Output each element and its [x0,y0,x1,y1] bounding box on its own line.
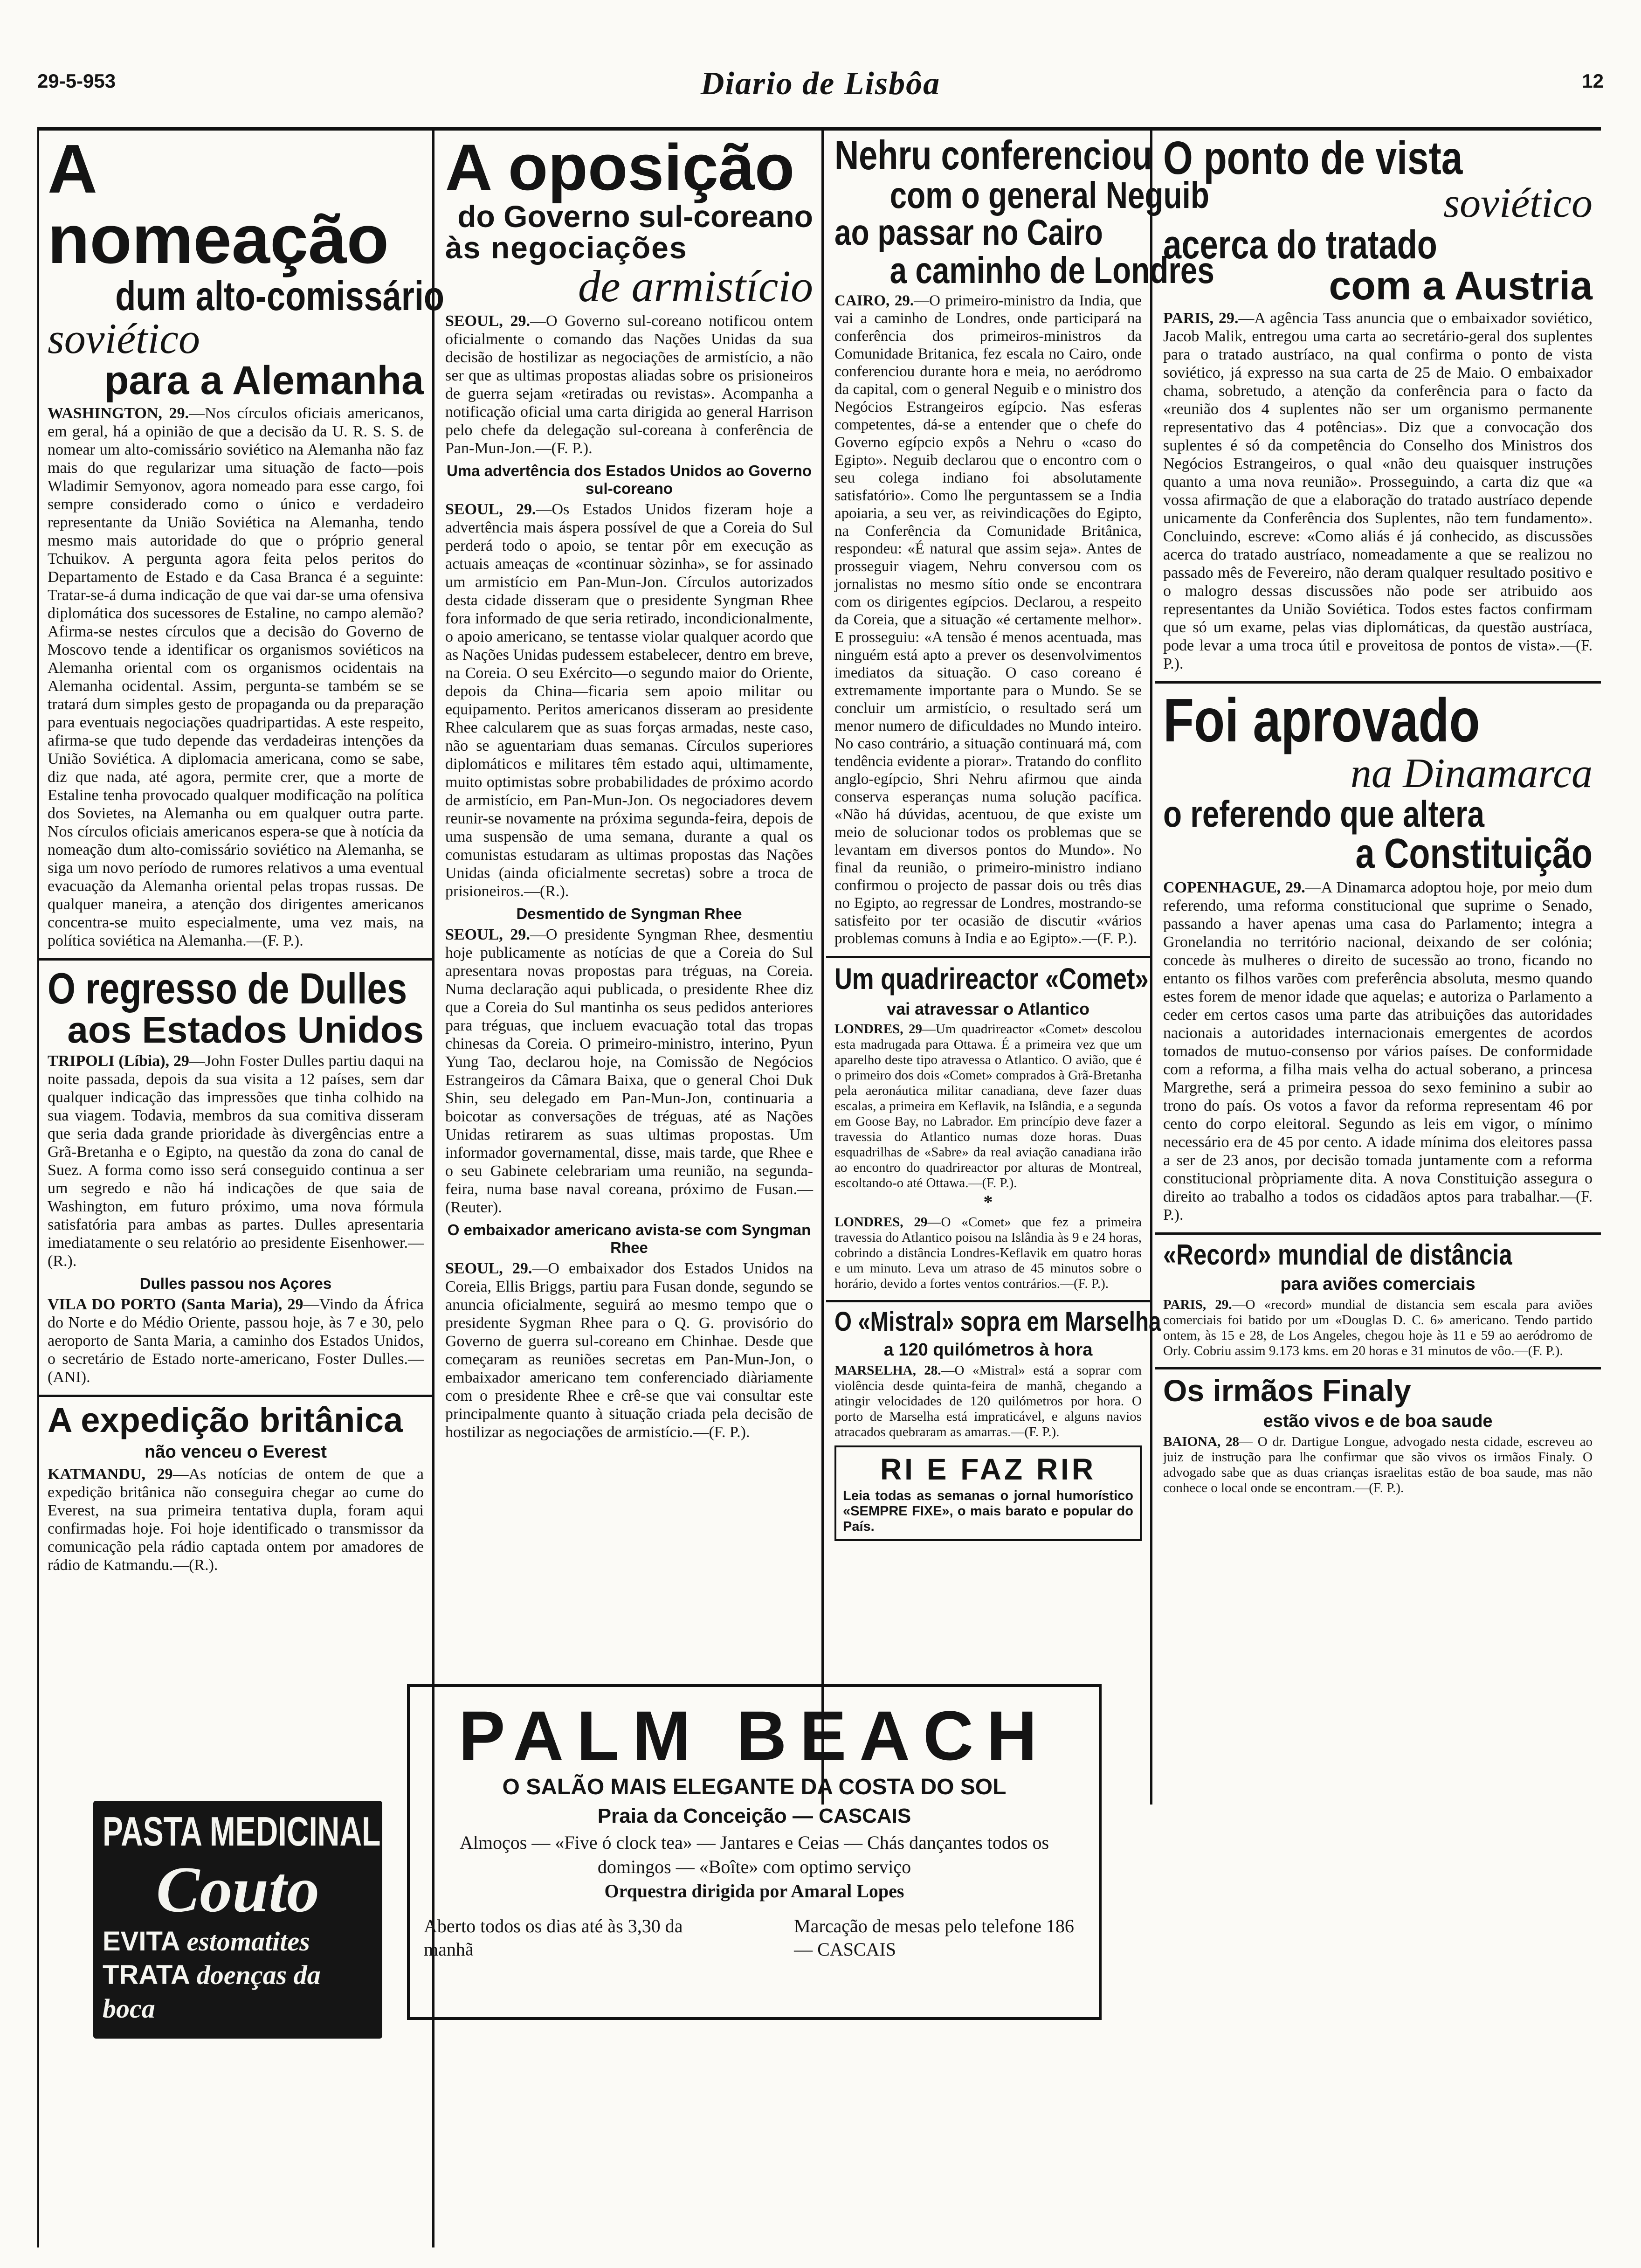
ad-sempre-fixe [834,1445,1142,1541]
issue-date: 29-5-953 [37,70,116,92]
headline-line-3: ao passar no Cairo [834,212,1103,253]
headline: Foi aprovado [1163,686,1480,755]
subheading: estão vivos e de boa saude [1263,1411,1493,1431]
article-oposicao [445,131,813,1441]
article-text: LONDRES, 29—O «Comet» que fez a primeira travessia do Atlantico poisou na Islândia às 9 e 24 horas, cobrindo a distância Londres-Keflavik em quatro horas e um minuto. Leva um atraso de 45 minutos sobre o horário, devido a fortes ventos contrários.—(F. P.). [834,1214,1142,1291]
headline-line-2: dum alto-comissário [115,272,444,319]
article-text: COPENHAGUE, 29.—A Dinamarca adoptou hoje, por meio dum referendo, uma reforma constitucional que suprime o Senado, passando a haver apenas uma casa do Parlamento; integra a Gronelandia no território nacional, deixando de ser colónia; concede às mulheres o direito de sucessão ao trono, ficando no entanto os filhos varões com preferência absoluta, mesmo quando estes forem de menor idade que aquelas; e autoriza o Parlamento a ceder em certos casos uma parte das atribuições das autoridades nacionais a autoridades internacionais emergentes de acordos tomados de mutuo-consenso por vários países. De conformidade com a reforma, a filha mais velha do actual soberano, a princesa Margrethe, será a primeira pessoa do sexo feminino a subir ao trono do país. Os votos a favor da reforma representam 46 por cento do corpo eleitoral. Segundo as leis em vigor, o mínimo necessário era de 45 por cento. A idade mínima dos eleitores passa a ser de 23 anos, por decisão tomada juntamente com a reforma constitucional pròpriamente dita. A nova Constituição assegura o direito ao trabalho a todos os cidadãos aptos para trabalhar.—(F. P.). [1163,879,1593,1224]
divider [39,1395,432,1397]
article-text: WASHINGTON, 29.—Nos círculos oficiais americanos, em geral, há a opinião de que a decisão da U. R. S. S. de nomear um alto-comissário soviético na Alemanha não faz mais do que regularizar uma situação de facto—pois Wladimir Semyonov, agora nomeado para esse cargo, foi sempre considerado como o único e verdadeiro representante da União Soviética na Alemanha, tendo mesmo mais autoridade do que o próprio general Tchuikov. A pergunta agora feita pelos peritos do Departamento de Estado e da Casa Branca é a seguinte: Tratar-se-á duma indicação de que vai dar-se uma ofensiva diplomática dos sucessores de Estaline, no campo alemão? Afirma-se nestes círculos que a decisão do Governo de Moscovo tende a identificar os organismos soviéticos na Alemanha oriental com os organismos ocidentais na Alemanha ocidental. Assim, pergunta-se também se se tratará dum simples gesto de propaganda ou da preparação para eventuais negociações quadripartidas. A este respeito, afirma-se que tudo depende das verdadeiras intenções da União Soviética. A diplomacia americana, como se sabe, diz que nada, até agora, permite crer, que a morte de Estaline tenha provocado qualquer modificação na política dos Sovietes, na Alemanha ou em qualquer outra parte. Nos círculos oficiais americanos espera-se que à notícia da nomeação dum alto-comissário soviético na Alemanha, se siga um novo período de rumores relativos a uma eventual evacuação da Alemanha oriental pelas tropas russas. De qualquer maneira, a atenção dos dirigentes americanos concentra-se muito especialmente, uma vez mais, na política soviética na Alemanha.—(F. P.). [48,405,424,950]
article-text: SEOUL, 29.—O embaixador dos Estados Unidos na Coreia, Ellis Briggs, partiu para Fusan donde, segundo se anuncia oficialmente, seguirá ao mesmo tempo que o presidente Sygman Rhee para o Q. G. provisório do Governo de guerra sul-coreano em Chinhae. Desde que começaram as reuniões secretas em Pan-Mun-Jon, o embaixador americano tem conferenciado diàriamente com o presidente Rhee e crê-se que vai consultar este principalmente quanto à situação criada pela decisão de hostilizar as negociações de armistício.—(F. P.). [445,1260,813,1441]
subheading: para aviões comerciais [1280,1274,1476,1294]
article-austria [1163,134,1593,673]
article-mistral [834,1306,1161,1440]
divider [826,956,1150,958]
headline-line-2: do Governo sul-coreano [457,199,813,234]
ad-line-4: Orquestra dirigida por Amaral Lopes [604,1881,904,1902]
ad-brand-logo: Couto [156,1853,320,1926]
headline: O regresso de Dulles [48,964,407,1013]
divider [1155,681,1601,684]
headline-line-3: soviético [48,314,200,362]
subheading: Uma advertência dos Estados Unidos ao Governo sul-coreano [446,462,812,498]
headline: O ponto de vista [1163,132,1463,184]
ad-line-3: Almoços — «Five ó clock tea» — Jantares e Ceias — Chás dançantes todos os domingos — «Boîte» com optimo serviço [459,1832,1049,1877]
article-text: PARIS, 29.—A agência Tass anuncia que o embaixador soviético, Jacob Malik, entregou uma carta ao secretário-geral dos suplentes para o tratado austríaco, na qual confirma o ponto de vista soviético, já expresso na sua carta de 25 de Maio. O embaixador chama, sobretudo, a atenção da conferência para o facto da «reunião dos 4 suplentes não ser um organismo permanente representativo das 4 potências». Diz que a convocação dos suplentes é só da competência do Conselho dos Ministros dos Negócios Estrangeiros, o qual «não deu quaisquer instruções quanto a uma nova reunião». Prosseguindo, a carta diz que «a vossa afirmação de que a elaboração do tratado austríaco depende unicamente da Conferência dos Suplentes, não tem fundamento». Concluindo, escreve: «Como aliás é já conhecido, as discussões acerca do tratado austríaco, nomeadamente a que se realizou no passado mês de Fevereiro, não deram qualquer resultado positivo e o malogro dessas discussões não pode ser atribuido aos representantes da União Soviética. Todos estes factos confirmam que só um exame, pelas vias diplomáticas, da questão austríaca, pode levar a uma troca útil e proveitosa de pontos de vista».—(F. P.). [1163,310,1593,673]
article-dinamarca [1163,686,1593,1224]
article-text: KATMANDU, 29—As notícias de ontem de que a expedição britânica não conseguira chegar ao cume do Everest, na sua primeira tentativa dupla, foram aqui confirmadas hoje. Foi hoje identificado o transmissor da comunicação pela rádio captada ontem por amadores de rádio de Katmandu.—(R.). [48,1466,424,1574]
article-finaly [1163,1375,1593,1495]
article-text: SEOUL, 29.—O presidente Syngman Rhee, desmentiu hoje publicamente as notícias de que a Coreia do Sul apresentara novas propostas para tréguas, na Coreia. Numa declaração aqui publicada, o presidente Rhee diz que a Coreia do Sul mantinha os seus pedidos anteriores para tréguas, que incluem evacuação total das tropas chinesas da Coreia. O primeiro-ministro, interino, Pyun Yung Tao, declarou hoje, na Comissão de Negócios Estrangeiros da Câmara Baixa, que o general Choi Duk Shin, seu delegado em Pan-Mun-Jon, continuaria a boicotar as conversações de tréguas, até as Nações Unidas retirarem as suas ultimas propostas. Um informador governamental, disse, mais tarde, que Rhee e o seu Gabinete celebrariam uma reunião, na segunda-feira, numa base naval coreana, próximo de Fusan.—(Reuter). [445,926,813,1217]
page-number: 12 [1582,70,1604,92]
subheading: vai atravessar o Atlantico [887,999,1089,1018]
article-dulles [48,966,424,1386]
headline-line-4: a Constituição [1355,830,1593,878]
ad-line-4: TRATA doenças da boca [103,1960,321,2024]
asterisk: * [983,1191,993,1212]
headline-line-4: a caminho de Londres [889,249,1214,291]
subheading: não venceu o Everest [145,1442,327,1462]
article-text: CAIRO, 29.—O primeiro-ministro da India, que vai a caminho de Londres, onde participará na conferência dos primeiros-ministros da Comunidade Britanica, fez escala no Cairo, onde conferenciou durante hora e meia, no aeródromo da capital, com o general Neguib e o ministro dos Negócios Estrangeiros egípcio. Nas esferas competentes, dá-se a entender que o chefe do Governo egípcio expôs a Nehru o «caso do Egipto». Neguib declarou que o encontro com o seu colega indiano foi absolutamente satisfatório». Como lhe perguntassem se a India apoiaria, a seu ver, as reivindicações do Egipto, na Conferência da Comunidade Britânica, respondeu: «É natural que assim seja». Antes de prosseguir viagem, Nehru conversou com os jornalistas no mesmo sítio onde se encontrara com os dirigentes egípcios. Declarou, a respeito da Coreia, que a situação «é certamente melhor». E prosseguiu: «A tensão é menos acentuada, mas ninguém está apto a prever os desenvolvimentos imediatos da situação. O caso coreano é extremamente importante para o Mundo. Se se concluir um armistício, o resultado será um menor numero de dificuldades no Mundo inteiro. No caso contrário, a situação continuará má, com tendência evidente a piorar». Tratando do conflito anglo-egípcio, Shri Nehru afirmou que ainda conserva esperanças numa solução pacífica. «Não há dúvidas, acentuou, de que existe um meio de solucionar todos os problemas que se levantam em diversos pontos do Mundo». No final da reunião, o primeiro-ministro indiano confirmou o projecto de passar dois ou três dias no Egipto, ao regressar de Londres, mostrando-se satisfeito por ter ocasião de discutir «vários problemas comuns à India e ao Egipto».—(F. P.). [834,292,1142,947]
article-text: LONDRES, 29—Um quadrireactor «Comet» descolou esta madrugada para Ottawa. É a primeira vez que um aparelho deste tipo atravessa o Atlantico. O avião, que é o primeiro dos dois «Comet» comprados à Grã-Bretanha pela aeronáutica militar canadiana, deve fazer duas escalas, a primeira em Keflavik, na Islândia, e a segunda em Goose Bay, no Labrador. Em princípio deve fazer a travessia do Atlantico numas doze horas. Duas esquadrilhas de «Sabre» da real aviação canadiana irão ao encontro do quadrireactor por alturas de Montreal, escoltando-o até Ottawa.—(F. P.). [834,1021,1142,1190]
column-2 [437,131,824,1805]
article-record [1163,1240,1593,1359]
article-alto-comissario [48,131,444,950]
subheading: Dulles passou nos Açores [139,1274,332,1292]
headline: A nomeação [48,131,389,278]
masthead [37,65,1604,107]
headline-line-2: com o general Neguib [889,174,1209,216]
divider [39,958,432,961]
divider [826,1300,1150,1302]
ad-brand: PALM BEACH [458,1696,1050,1775]
article-text: MARSELHA, 28.—O «Mistral» está a soprar com violência desde quinta-feira de manhã, chegando a atingir velocidades de 120 quilómetros por hora. O porto de Marselha está impraticável, e alguns navios atracados quebraram as amarras.—(F. P.). [834,1362,1142,1439]
headline: Os irmãos Finaly [1163,1373,1411,1408]
subheading: O embaixador americano avista-se com Syngman Rhee [447,1221,811,1257]
headline-line-2: na Dinamarca [1350,750,1593,796]
ad-pasta-medicinal-couto [93,1801,382,2039]
divider [1155,1367,1601,1369]
subheading: a 120 quilómetros à hora [883,1340,1093,1360]
article-text: PARIS, 29.—O «record» mundial de distancia sem escala para aviões comerciais foi batido por um «Douglas D. C. 6» americano. Tendo partido ontem, às 15 e 28, de Los Angeles, chegou hoje às 11 e 59 ao aeródromo de Orly. Cobriu assim 9.173 kms. em 20 horas e 31 minutos de vôo.—(F. P.). [1163,1297,1593,1359]
ad-palm-beach [407,1684,1102,2020]
headline-line-4: com a Austria [1329,263,1593,308]
headline-line-3: o referendo que altera [1163,793,1484,835]
column-4 [1155,131,1601,2247]
ad-line-1: O SALÃO MAIS ELEGANTE DA COSTA DO SOL [502,1775,1007,1799]
column-3 [826,131,1214,1805]
article-text: TRIPOLI (Líbia), 29—John Foster Dulles partiu daqui na noite passada, depois da sua visita a 12 países, sem dar qualquer indicação das impressões que tinha colhido na sua viagem. Todavia, membros da sua comitiva disseram que seria dada grande prioridade às divergências entre a Grã-Bretanha e o Egipto, na questão da zona do canal de Suez. A forma como isso será conseguido continua a ser um segredo e não há indicações de que saia de Washington, em futuro próximo, uma nova fórmula satisfatória para ambas as partes. Dulles apresentaria imediatamente o seu relatório ao presidente Eisenhower.—(R.). [48,1052,424,1270]
headline-line-3: às negociações [445,230,688,265]
ad-footer [424,1915,1085,1961]
headline: O «Mistral» sopra em Marselha [834,1306,1161,1337]
ad-hours: Aberto todos os dias até às 3,30 da manhã [424,1915,683,1960]
article-text: VILA DO PORTO (Santa Maria), 29—Vindo da África do Norte e do Médio Oriente, passou hoje, às 7 e 30, pelo aeroporto de Santa Maria, a caminho dos Estados Unidos, o secretário de Estado norte-americano, Foster Dulles.—(ANI). [48,1295,424,1386]
article-everest [48,1400,424,1574]
ad-line-1: PASTA MEDICINAL [103,1808,381,1854]
article-text: BAIONA, 28— O dr. Dartigue Longue, advogado nesta cidade, escreveu ao juiz de instrução para lhe confirmar que são vivos os irmãos Finaly. O advogado sabe que as duas crianças israelitas estão de boa saude, mas não conhece o local onde se encontram.—(F. P.). [1163,1434,1593,1495]
headline: «Record» mundial de distância [1163,1239,1512,1272]
headline: Nehru conferenciou [834,132,1152,178]
headline-line-4: de armistício [578,261,813,311]
subheading: Desmentido de Syngman Rhee [516,905,742,923]
headline-line-3: acerca do tratado [1163,222,1437,267]
newspaper-title: Diario de Lisbôa [700,66,941,102]
article-nehru [834,132,1214,947]
ad-text: Leia todas as semanas o jornal humorístico «SEMPRE FIXE», o mais barato e popular do País. [843,1488,1133,1534]
headline-line-2: soviético [1443,180,1593,226]
headline-line-2: aos Estados Unidos [67,1009,424,1051]
ad-line-3: EVITA estomatites [103,1926,310,1957]
article-text: SEOUL, 29.—Os Estados Unidos fizeram hoje a advertência mais áspera possível de que a Coreia do Sul perderá todo o apoio, se tentar pôr em execução as actuais ameaças de «continuar sòzinha», se for assinado um armistício em Pan-Mun-Jon. Círculos autorizados desta cidade disseram que o presidente Syngman Rhee fora informado de que seria retirado, incondicionalmente, o apoio americano, se tentasse violar qualquer acordo que as Nações Unidas pudessem estabelecer, dentro em breve, na Coreia. O seu Exército—o segundo maior do Oriente, depois da China—ficaria sem apoio militar ou equipamento. Peritos americanos disseram ao presidente Rhee calcularem que as suas forças armadas, neste caso, não se aguentariam duas semanas. Círculos superiores diplomáticos e militares têm estado aqui, ultimamente, muito optimistas sobre probabilidades de próximo acordo de armistício, em Pan-Mun-Jon. Os negociadores devem reunir-se novamente na próxima segunda-feira, depois de uma suspensão de uma semana, durante a qual os comunistas estudaram as ultimas propostas das Nações Unidas (ainda oficialmente secretas) sobre a troca de prisioneiros.—(R.). [445,501,813,900]
ad-phone: Marcação de mesas pelo telefone 186 — CASCAIS [794,1915,1074,1960]
headline-line-4: para a Alemanha [104,358,424,403]
divider [1155,1232,1601,1235]
ad-line-2: Praia da Conceição — CASCAIS [597,1805,911,1827]
article-comet [834,962,1149,1291]
ad-title: RI E FAZ RIR [880,1452,1096,1486]
headline: A expedição britânica [48,1400,403,1439]
article-text: SEOUL, 29.—O Governo sul-coreano notificou ontem oficialmente o comando das Nações Unidas da sua decisão de hostilizar as negociações de armistício, a não ser que as ultimas propostas aliadas sobre os prisioneiros de guerra sejam «retiradas ou revistas». Acompanha a notificação oficial uma carta dirigida ao general Harrison pelo chefe da delegação sul-coreana à conferência de Pan-Mun-Jon.—(F. P.). [445,312,813,457]
headline: Um quadrireactor «Comet» [834,962,1149,996]
headline: A oposição [445,131,795,204]
